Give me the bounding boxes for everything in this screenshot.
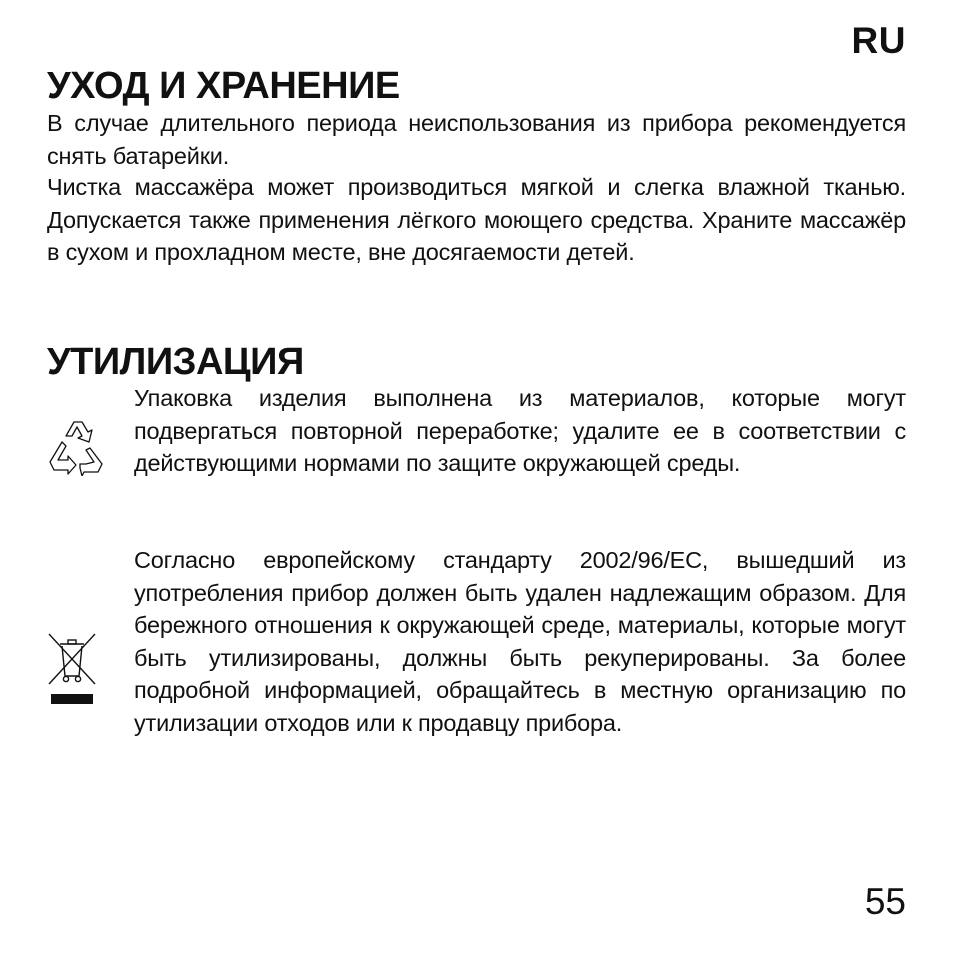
recycle-icon	[46, 418, 106, 481]
disposal-section-title: УТИЛИЗАЦИЯ	[47, 341, 304, 383]
page-number: 55	[864, 881, 906, 922]
language-code: RU	[851, 20, 906, 61]
disposal-paragraph-packaging: Упаковка изделия выполнена из материалов, которые могут подвергаться повторной переработке; удалите ее в соответствии с действующими нормами по защите окружающей среды.	[134, 385, 906, 476]
disposal-paragraph-weee: Согласно европейскому стандарту 2002/96/EC, вышедший из употребления прибор должен быть удален надлежащим образом. Для бережного отношения к окружающей среде, материалы, которые могут быть утилизированы, должны быть рекуперированы. За более подробной информацией, обращайтесь в местную организацию по утилизации отходов или к продавцу прибора.	[134, 547, 906, 736]
care-paragraph-batteries: В случае длительного периода неиспользования из прибора рекомендуется снять батарейки.	[47, 110, 906, 169]
care-section-title: УХОД И ХРАНЕНИЕ	[47, 65, 400, 107]
care-paragraph-cleaning: Чистка массажёра может производиться мягкой и слегка влажной тканью. Допускается также применения лёгкого моющего средства. Храните массажёр в сухом и прохладном месте, вне досягаемости детей.	[47, 174, 906, 265]
weee-crossed-bin-icon	[46, 630, 98, 711]
